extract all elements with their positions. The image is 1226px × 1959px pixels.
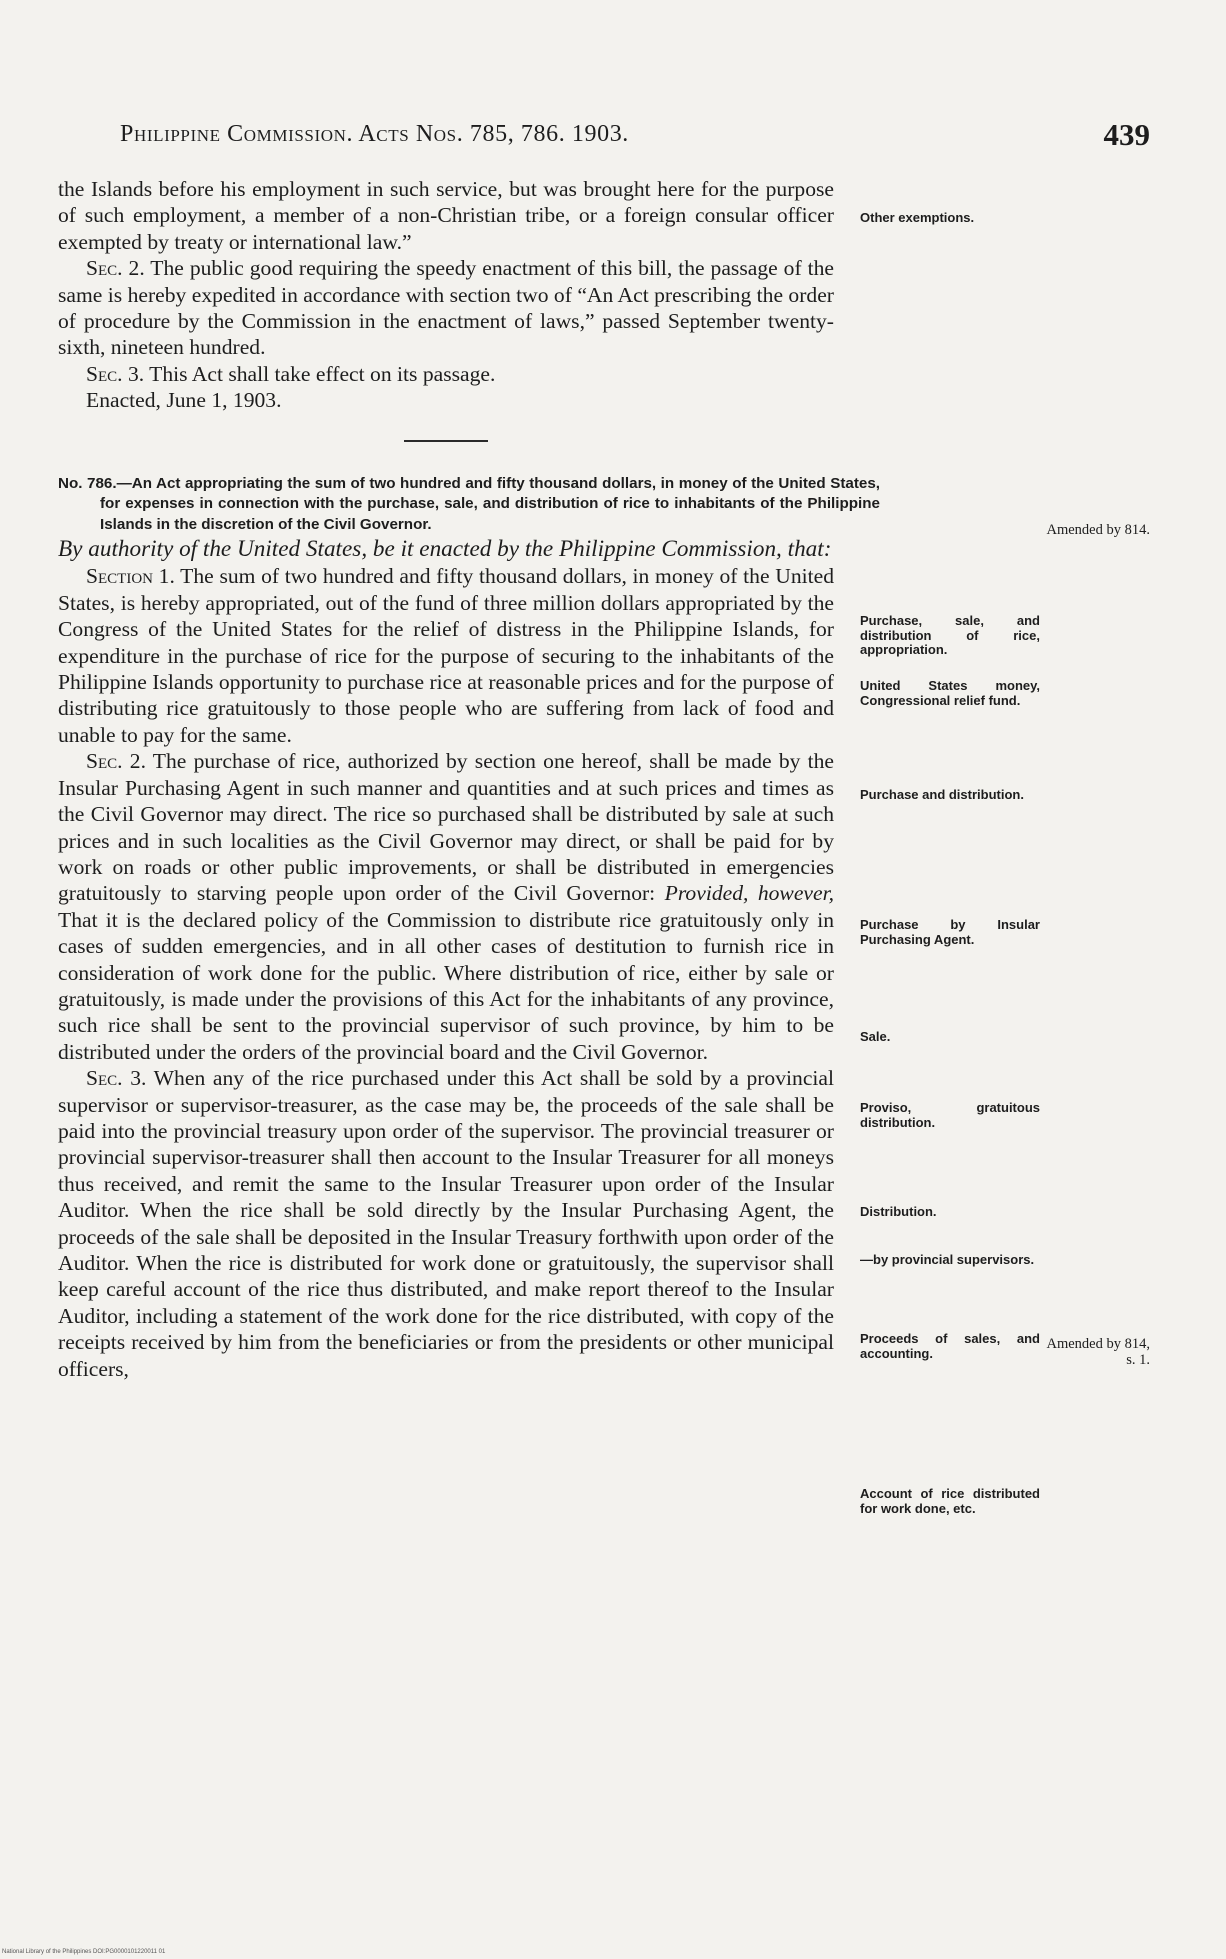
act-title: No. 786.—An Act appropriating the sum of two hundred and fifty thousand dollars, in money of the United States, for expenses in connection with the purchase, sale, and distribution of rice to inhabitants of the Philippine Islands in the discretion of the Civil Governor.: [58, 474, 880, 533]
section-label: Sec. 2.: [86, 749, 146, 774]
running-head: Philippine Commission. Acts Nos. 785, 786. 1903.: [120, 121, 629, 147]
section-text: That it is the declared policy of the Commission to distribute rice gratuitously only in cases of sudden emergencies, and in all other cases of destitution to furnish rice in consideration of work done for the public. Where distribution of rice, either by sale or gratuitously, is made under the provisions of this Act for the inhabitants of any province, such rice shall be sent to the provincial supervisor of such province, by him to be distributed under the orders of the provincial board and the Civil Governor.: [58, 907, 834, 1064]
main-text: [58, 176, 880, 1382]
section-text: The purchase of rice, authorized by section one hereof, shall be made by the Insular Purchasing Agent in such manner and quantities and at such prices and times as the Civil Governor may direct. The rice so purchased shall be distributed by sale at such prices and in such localities as the Civil Governor may direct, or shall be paid for by work on roads or other public improvements, or shall be distributed in emergencies gratuitously to starving people upon order of the Civil Governor:: [58, 749, 834, 906]
section-text: This Act shall take effect on its passage.: [144, 361, 496, 386]
section-label: Section 1.: [86, 564, 175, 589]
section-text: When any of the rice purchased under this Act shall be sold by a provincial supervisor or supervisor-treasurer, as the case may be, the proceeds of the sale shall be paid into the provincial treasury upon order of the supervisor. The provincial treasurer or provincial supervisor-treasurer shall then account to the Insular Treasurer for all moneys thus received, and remit the same to the Insular Treasurer upon order of the Insular Auditor. When the rice shall be sold directly by the Insular Purchasing Agent, the proceeds of the sale shall be deposited in the Insular Treasury forthwith upon order of the Auditor. When the rice is distributed for work done or gratuitously, the supervisor shall keep careful account of the rice thus distributed, and make report thereof to the Insular Auditor, including a statement of the work done for the rice distributed, with copy of the receipts received by him from the beneficiaries or from the presidents or other municipal officers,: [58, 1066, 834, 1381]
sidenote-account-rice: Account of rice distributed for work done, etc.: [860, 1486, 1040, 1516]
enacted-date: Enacted, June 1, 1903.: [86, 388, 282, 413]
section-3-paragraph: [58, 361, 834, 387]
sidenote-us-money: United States money, Congressional relief fund.: [860, 678, 1040, 708]
act-786-section-3: [58, 1065, 834, 1382]
amendment-note-814-s1: Amended by 814, s. 1.: [1046, 1336, 1150, 1368]
sidenote-provincial-supervisors: —by provincial supervisors.: [860, 1252, 1035, 1267]
amendment-note-814: Amended by 814.: [1046, 522, 1150, 538]
sidenote-purchase-distribution: Purchase and distribution.: [860, 787, 1024, 802]
section-divider: [404, 440, 488, 442]
sidenote-other-exemptions: Other exemptions.: [860, 210, 975, 225]
act-786-section-2: [58, 748, 834, 1065]
sidenote-distribution: Distribution.: [860, 1204, 937, 1219]
page-header: [120, 117, 1150, 157]
sidenote-proceeds: Proceeds of sales, and accounting.: [860, 1331, 1040, 1361]
sidenote-purchase-sale: Purchase, sale, and distribution of rice, appropriation.: [860, 613, 1040, 657]
sidenote-purchasing-agent: Purchase by Insular Purchasing Agent.: [860, 917, 1040, 947]
section-text: The public good requiring the speedy enactment of this bill, the passage of the same is hereby expedited in accordance with section two of “An Act prescribing the order of procedure by the Commission in the enactment of laws,” passed September twenty-sixth, nineteen hundred.: [58, 256, 834, 360]
continued-paragraph: the Islands before his employment in such service, but was brought here for the purpose of such employment, a member of a non-Christian tribe, or a foreign consular officer exempted by treaty or international law.”: [58, 177, 834, 254]
page-number: 439: [1103, 117, 1150, 152]
section-text: The sum of two hundred and fifty thousand dollars, in money of the United States, is hereby appropriated, out of the fund of three million dollars appropriated by the Congress of the United States for the relief of distress in the Philippine Islands, for expenditure in the purchase of rice for the purpose of securing to the inhabitants of the Philippine Islands opportunity to purchase rice at reasonable prices and for the purpose of distributing rice gratuitously to those people who are suffering from lack of food and unable to pay for the same.: [58, 564, 834, 747]
scan-credit: National Library of the Philippines DOI:PG0000101220011 01: [2, 1949, 166, 1955]
enacting-clause: By authority of the United States, be it enacted by the Philippine Commission, that:: [58, 536, 832, 563]
section-label: Sec. 3.: [86, 1066, 147, 1091]
sidenote-proviso: Proviso, gratuitous distribution.: [860, 1100, 1040, 1130]
section-label: Sec. 3.: [86, 361, 145, 386]
proviso-phrase: Provided, however,: [664, 881, 834, 906]
sidenote-sale: Sale.: [860, 1029, 891, 1044]
section-2-paragraph: [58, 255, 834, 361]
act-786-section-1: [58, 563, 834, 748]
section-label: Sec. 2.: [86, 256, 145, 281]
